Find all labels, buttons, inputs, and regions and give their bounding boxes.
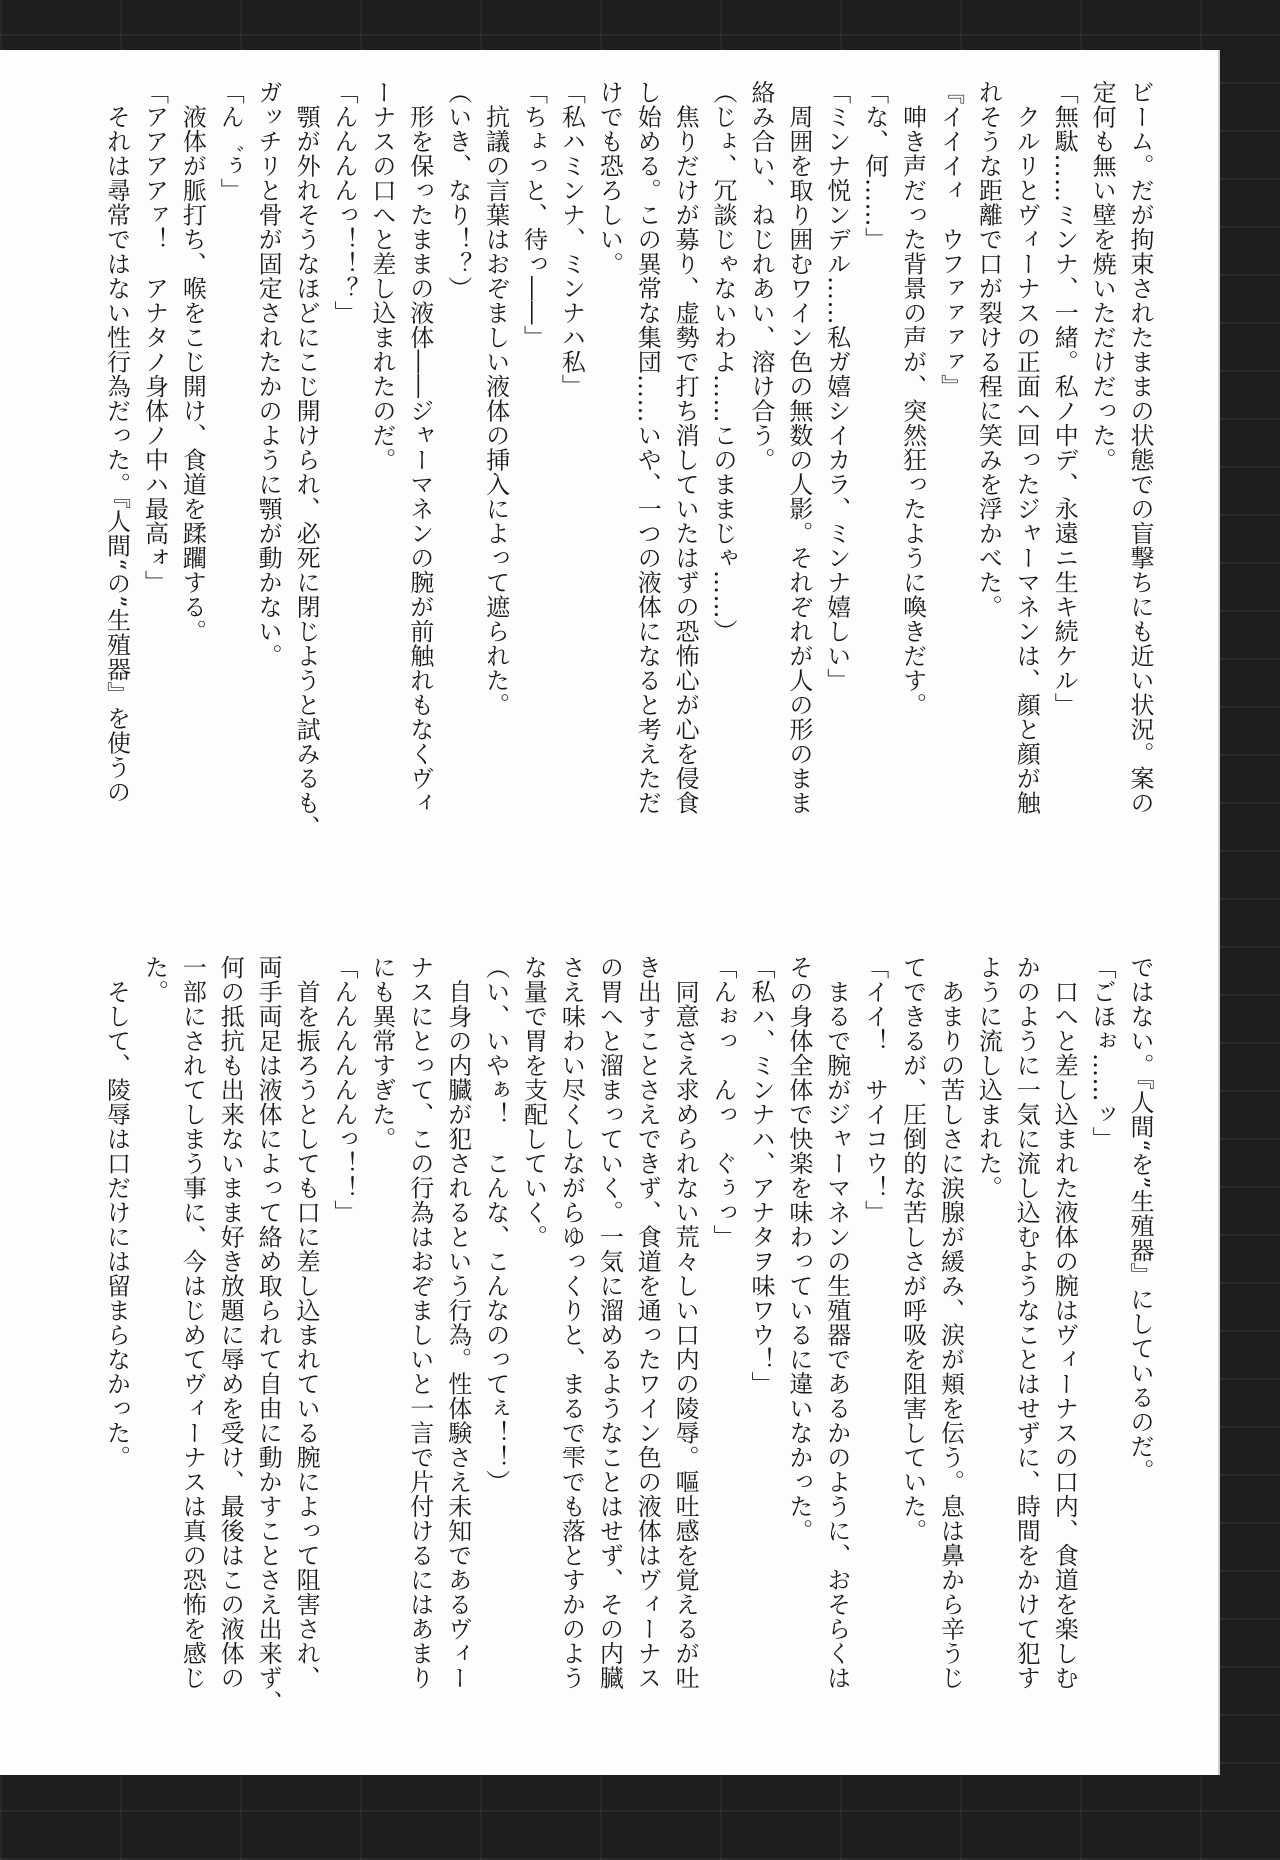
- text-line: まるで腕がジャーマネンの生殖器であるかのように、おそらくは: [822, 955, 851, 1690]
- text-line: 「ん゛ぅ」: [216, 80, 245, 203]
- text-line: き出すことさえできず、食道を通ったワイン色の液体はヴィーナス: [633, 955, 662, 1690]
- text-line: そして、陵辱は口だけには留まらなかった。: [102, 955, 131, 1470]
- text-line: ナスにとって、この行為はおぞましいと一言で片付けるにはあまり: [405, 955, 434, 1690]
- text-line: 何の抵抗も出来ないまま好き放題に辱めを受け、最後はこの液体の: [216, 955, 245, 1690]
- text-line: 絡み合い、ねじれあい、溶け合う。: [746, 80, 775, 472]
- text-line: 『イイイィ ウファァァァ』: [936, 80, 965, 399]
- text-line: 「私ハ、ミンナハ、アナタヲ味ワウ！」: [746, 955, 775, 1396]
- text-line: 「無駄……ミンナ、一緒。私ノ中デ、永遠ニ生キ続ケル」: [1050, 80, 1079, 717]
- text-line: 「んんんんんんっ！！」: [329, 955, 358, 1225]
- text-line: ビーム。だが拘束されたままの状態での盲撃ちにも近い状況。案の: [1126, 80, 1154, 815]
- text-line: 定何も無い壁を焼いただけだった。: [1088, 80, 1117, 472]
- text-line: （じょ、冗談じゃないわよ……このままじゃ……）: [709, 80, 738, 644]
- text-line: 呻き声だった背景の声が、突然狂ったように喚きだす。: [898, 80, 927, 717]
- text-line: 「ごほぉ……ッ」: [1088, 955, 1117, 1151]
- text-line: 「な、何……」: [860, 80, 889, 252]
- text-line: ガッチリと骨が固定されたかのように顎が動かない。: [254, 80, 283, 668]
- text-line: 自身の内臓が犯されるという行為。性体験さえ未知であるヴィー: [443, 955, 472, 1690]
- text-line: 「イイ！ サイコウ！」: [860, 955, 889, 1225]
- text-line: 「んぉっ んっ ぐぅっ」: [709, 955, 738, 1249]
- text-line: れそうな距離で口が裂ける程に笑みを浮かべた。: [974, 80, 1003, 619]
- text-line: てできるが、圧倒的な苦しさが呼吸を阻害していた。: [898, 955, 927, 1543]
- upper-text-block: [8, 80, 1158, 905]
- text-line: 形を保ったままの液体――ジャーマネンの腕が前触れもなくヴィ: [405, 80, 434, 815]
- book-page: [0, 50, 1220, 1775]
- text-line: 顎が外れそうなほどにこじ開けられ、必死に閉じようと試みるも、: [292, 80, 321, 840]
- text-line: な量で胃を支配していく。: [519, 955, 548, 1249]
- text-line: た。: [140, 955, 169, 1004]
- text-line: 「ミンナ悦ンデル……私ガ嬉シイカラ、ミンナ嬉しい」: [822, 80, 851, 693]
- text-line: あまりの苦しさに涙腺が緩み、涙が頬を伝う。息は鼻から辛うじ: [936, 955, 965, 1690]
- text-line: 同意さえ求められない荒々しい口内の陵辱。嘔吐感を覚えるが吐: [671, 955, 700, 1690]
- text-line: ように流し込まれた。: [974, 955, 1003, 1200]
- text-line: 「ちょっと、待っ――」: [519, 80, 548, 350]
- text-line: けでも恐ろしい。: [595, 80, 624, 276]
- text-line: ではない。『人間“を”生殖器』にしているのだ。: [1126, 955, 1154, 1484]
- lower-text-block: [8, 955, 1158, 1745]
- text-line: 「私ハミンナ、ミンナハ私」: [557, 80, 586, 399]
- text-line: かのように一気に流し込むようなことはせずに、時間をかけて犯す: [1012, 955, 1041, 1690]
- text-line: （い、いやぁ！ こんな、こんなのってぇ！！）: [481, 955, 510, 1494]
- text-line: し始める。この異常な集団……いや、一つの液体になると考えただ: [633, 80, 662, 815]
- text-line: 両手両足は液体によって絡め取られて自由に動かすことさえ出来ず、: [254, 955, 283, 1715]
- text-line: ーナスの口へと差し込まれたのだ。: [367, 80, 396, 472]
- text-line: の胃へと溜まっていく。一気に溜めるようなことはせず、その内臓: [595, 955, 624, 1690]
- text-line: さえ味わい尽くしながらゆっくりと、まるで雫でも落とすかのよう: [557, 955, 586, 1690]
- text-line: 一部にされてしまう事に、今はじめてヴィーナスは真の恐怖を感じ: [178, 955, 207, 1690]
- text-line: 「アアアアァ！ アナタノ身体ノ中ハ最高ォ」: [140, 80, 169, 595]
- text-line: 液体が脈打ち、喉をこじ開け、食道を蹂躙する。: [178, 80, 207, 644]
- text-line: 「んんんんっ！！？」: [329, 80, 358, 325]
- text-line: 首を振ろうとしても口に差し込まれている腕によって阻害され、: [292, 955, 321, 1690]
- text-line: 口へと差し込まれた液体の腕はヴィーナスの口内、食道を楽しむ: [1050, 955, 1079, 1690]
- text-line: （いき、なり！？）: [443, 80, 472, 301]
- text-line: 周囲を取り囲むワイン色の無数の人影。それぞれが人の形のまま: [784, 80, 813, 815]
- text-line: クルリとヴィーナスの正面へ回ったジャーマネンは、顔と顔が触: [1012, 80, 1041, 815]
- text-line: それは尋常ではない性行為だった。『人間“の”生殖器』を使うの: [102, 80, 131, 805]
- text-line: 抗議の言葉はおぞましい液体の挿入によって遮られた。: [481, 80, 510, 717]
- text-line: その身体全体で快楽を味わっているに違いなかった。: [784, 955, 813, 1543]
- text-line: 焦りだけが募り、虚勢で打ち消していたはずの恐怖心が心を侵食: [671, 80, 700, 815]
- text-line: にも異常すぎた。: [367, 955, 396, 1151]
